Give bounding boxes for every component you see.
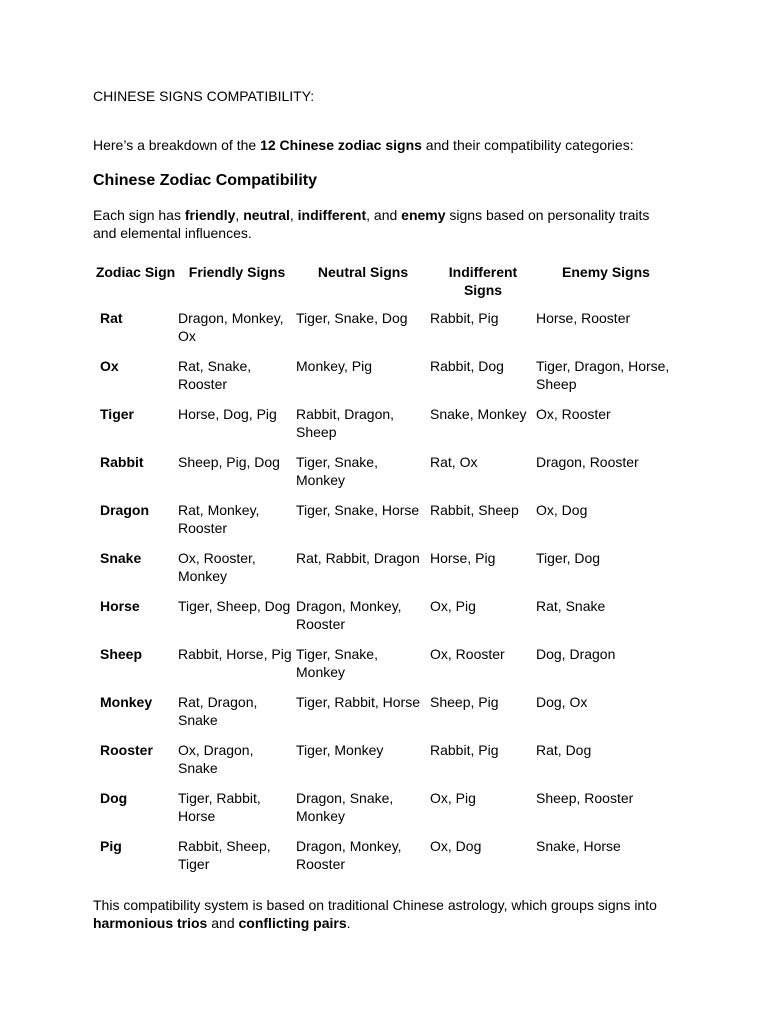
outro-sep: and — [207, 915, 239, 931]
indifferent-signs-cell: Ox, Pig — [430, 598, 476, 614]
zodiac-sign-cell: Ox — [100, 358, 119, 374]
intro-text-pre: Here’s a breakdown of the — [93, 137, 261, 153]
zodiac-sign-cell: Snake — [100, 550, 142, 566]
zodiac-sign-cell: Pig — [100, 838, 122, 854]
table-row — [93, 543, 676, 591]
indifferent-signs-cell: Ox, Pig — [430, 790, 476, 806]
enemy-signs-cell: Tiger, Dragon, Horse, Sheep — [536, 358, 670, 392]
intro-text-post: and their compatibility categories: — [421, 137, 634, 153]
zodiac-sign-cell: Tiger — [100, 406, 134, 422]
outro-text-2: . — [346, 915, 351, 931]
desc-bold-indifferent: indifferent — [297, 207, 367, 223]
table-row — [93, 735, 676, 783]
friendly-signs-cell: Tiger, Rabbit, Horse — [178, 790, 261, 824]
indifferent-signs-cell: Rabbit, Pig — [430, 742, 499, 758]
intro-text-bold: 12 Chinese zodiac signs — [260, 137, 422, 153]
enemy-signs-cell: Rat, Dog — [536, 742, 592, 758]
zodiac-sign-cell: Dragon — [100, 502, 149, 518]
desc-bold-enemy: enemy — [401, 207, 446, 223]
intro-paragraph — [93, 136, 683, 154]
enemy-signs-cell: Snake, Horse — [536, 838, 621, 854]
enemy-signs-cell: Horse, Rooster — [536, 310, 631, 326]
friendly-signs-cell: Rat, Monkey, Rooster — [178, 502, 260, 536]
enemy-signs-cell: Ox, Rooster — [536, 406, 611, 422]
table-row — [93, 351, 676, 399]
description-paragraph — [93, 206, 668, 242]
neutral-signs-cell: Tiger, Monkey — [296, 742, 384, 758]
neutral-signs-cell: Rabbit, Dragon, Sheep — [296, 406, 395, 440]
zodiac-sign-cell: Sheep — [100, 646, 143, 662]
compatibility-table — [93, 259, 676, 879]
friendly-signs-cell: Rabbit, Horse, Pig — [178, 646, 292, 662]
neutral-signs-cell: Monkey, Pig — [296, 358, 372, 374]
outro-bold-conflicting-pairs: conflicting pairs — [238, 915, 347, 931]
friendly-signs-cell: Tiger, Sheep, Dog — [178, 598, 291, 614]
friendly-signs-cell: Rabbit, Sheep, Tiger — [178, 838, 271, 872]
zodiac-sign-cell: Rabbit — [100, 454, 144, 470]
desc-text-2: signs based on personality traits and elemental influences. — [93, 207, 650, 241]
desc-bold-friendly: friendly — [184, 207, 236, 223]
indifferent-signs-cell: Rabbit, Pig — [430, 310, 499, 326]
outro-text-1: This compatibility system is based on traditional Chinese astrology, which groups signs into — [93, 897, 657, 913]
friendly-signs-cell: Rat, Dragon, Snake — [178, 694, 258, 728]
enemy-signs-cell: Ox, Dog — [536, 502, 588, 518]
table-row — [93, 783, 676, 831]
indifferent-signs-cell: Horse, Pig — [430, 550, 496, 566]
indifferent-signs-cell: Ox, Rooster — [430, 646, 505, 662]
enemy-signs-cell: Tiger, Dog — [536, 550, 601, 566]
column-header-zodiac-sign: Zodiac Sign — [95, 264, 176, 280]
enemy-signs-cell: Dog, Ox — [536, 694, 588, 710]
desc-sep-2: , — [289, 207, 298, 223]
indifferent-signs-cell: Snake, Monkey — [430, 406, 527, 422]
friendly-signs-cell: Rat, Snake, Rooster — [178, 358, 252, 392]
column-header-indifferent-signs: Indifferent Signs — [448, 264, 518, 298]
neutral-signs-cell: Dragon, Monkey, Rooster — [296, 838, 402, 872]
neutral-signs-cell: Tiger, Snake, Monkey — [296, 454, 378, 488]
zodiac-sign-cell: Rooster — [100, 742, 153, 758]
zodiac-sign-cell: Monkey — [100, 694, 153, 710]
neutral-signs-cell: Tiger, Snake, Monkey — [296, 646, 378, 680]
indifferent-signs-cell: Rabbit, Sheep — [430, 502, 519, 518]
desc-sep-3: , and — [366, 207, 402, 223]
indifferent-signs-cell: Sheep, Pig — [430, 694, 499, 710]
neutral-signs-cell: Tiger, Rabbit, Horse — [296, 694, 420, 710]
neutral-signs-cell: Tiger, Snake, Horse — [296, 502, 420, 518]
table-row — [93, 591, 676, 639]
enemy-signs-cell: Dog, Dragon — [536, 646, 616, 662]
table-row — [93, 687, 676, 735]
column-header-neutral-signs: Neutral Signs — [317, 264, 409, 280]
zodiac-sign-cell: Horse — [100, 598, 140, 614]
neutral-signs-cell: Dragon, Monkey, Rooster — [296, 598, 402, 632]
desc-bold-neutral: neutral — [243, 207, 290, 223]
column-header-enemy-signs: Enemy Signs — [562, 264, 650, 280]
enemy-signs-cell: Rat, Snake — [536, 598, 606, 614]
neutral-signs-cell: Tiger, Snake, Dog — [296, 310, 408, 326]
outro-bold-harmonious-trios: harmonious trios — [93, 915, 208, 931]
table-row — [93, 639, 676, 687]
table-row — [93, 399, 676, 447]
table-row — [93, 447, 676, 495]
table-header-row — [93, 259, 676, 303]
table-row — [93, 831, 676, 879]
zodiac-sign-cell: Dog — [100, 790, 128, 806]
friendly-signs-cell: Ox, Dragon, Snake — [178, 742, 254, 776]
indifferent-signs-cell: Rabbit, Dog — [430, 358, 504, 374]
document-heading: CHINESE SIGNS COMPATIBILITY: — [93, 88, 315, 104]
table-row — [93, 495, 676, 543]
desc-sep-1: , — [235, 207, 244, 223]
column-header-friendly-signs: Friendly Signs — [188, 264, 286, 280]
zodiac-sign-cell: Rat — [100, 310, 123, 326]
friendly-signs-cell: Dragon, Monkey, Ox — [178, 310, 284, 344]
closing-paragraph — [93, 896, 683, 932]
friendly-signs-cell: Sheep, Pig, Dog — [178, 454, 280, 470]
friendly-signs-cell: Horse, Dog, Pig — [178, 406, 277, 422]
neutral-signs-cell: Rat, Rabbit, Dragon — [296, 550, 420, 566]
enemy-signs-cell: Sheep, Rooster — [536, 790, 634, 806]
friendly-signs-cell: Ox, Rooster, Monkey — [178, 550, 256, 584]
table-row — [93, 303, 676, 351]
indifferent-signs-cell: Ox, Dog — [430, 838, 482, 854]
section-title: Chinese Zodiac Compatibility — [93, 172, 318, 189]
indifferent-signs-cell: Rat, Ox — [430, 454, 478, 470]
desc-text-1: Each sign has — [93, 207, 185, 223]
neutral-signs-cell: Dragon, Snake, Monkey — [296, 790, 394, 824]
enemy-signs-cell: Dragon, Rooster — [536, 454, 639, 470]
